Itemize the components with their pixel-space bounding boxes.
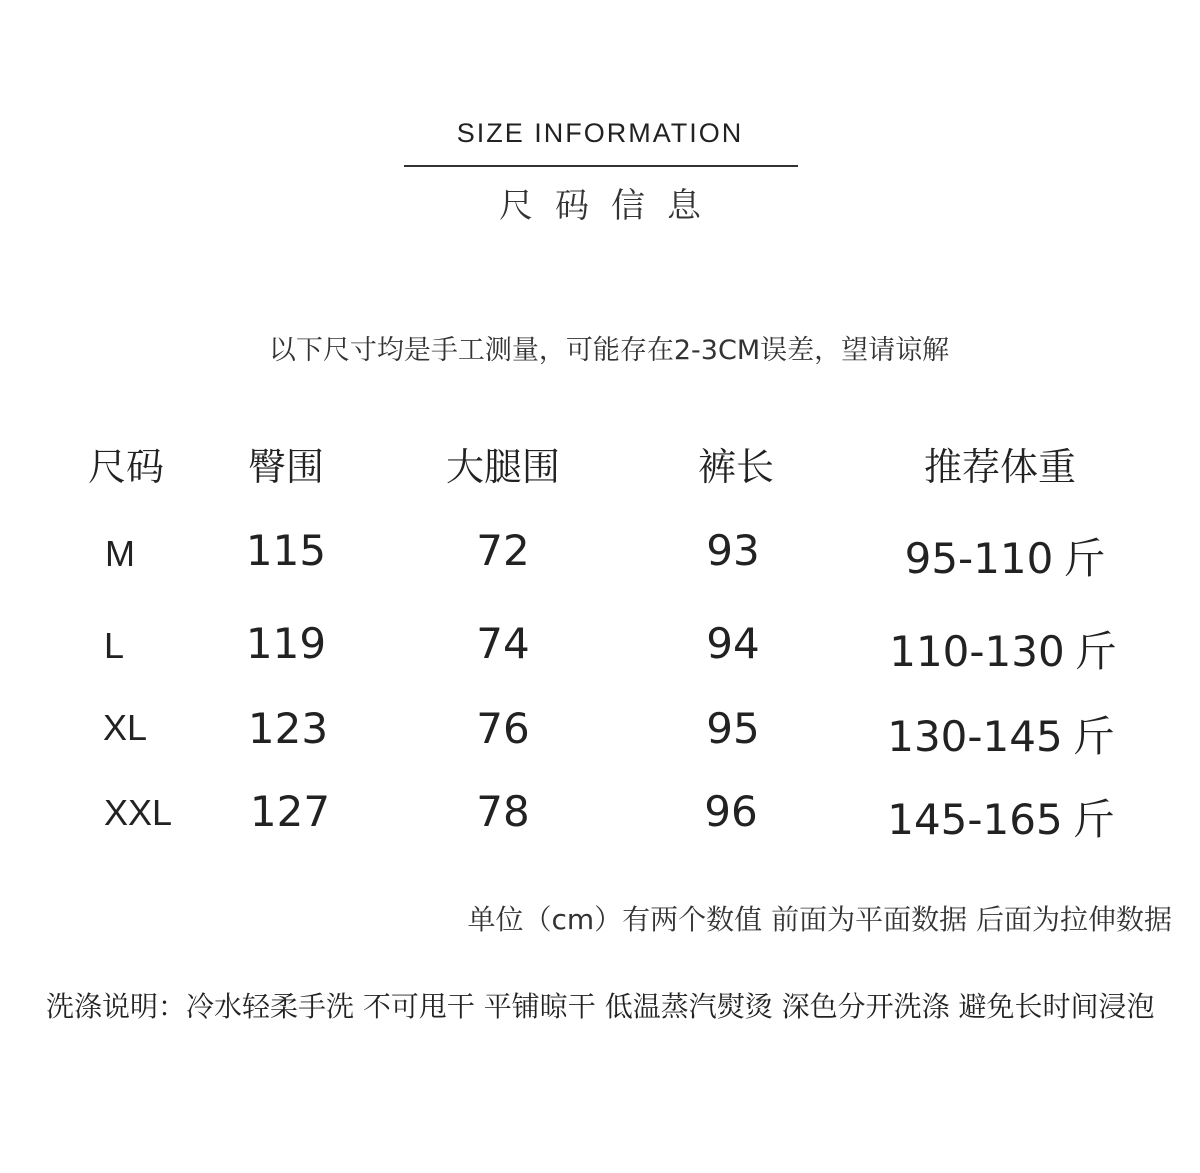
title-chinese: 尺码信息: [499, 186, 723, 226]
header-length: 裤长: [697, 445, 774, 489]
weight-value: [868, 619, 1138, 679]
weight-value: [866, 787, 1136, 847]
length-value: 93: [706, 526, 760, 575]
size-label: L: [103, 625, 125, 666]
length-value: 96: [704, 787, 758, 836]
weight-range: 130-145: [887, 712, 1063, 761]
length-value: 94: [706, 619, 760, 668]
weight-range: 145-165: [887, 795, 1063, 844]
header-weight: 推荐体重: [923, 445, 1076, 489]
weight-range: 110-130: [889, 627, 1065, 676]
unit-note: 单位（cm）有两个数值 前面为平面数据 后面为拉伸数据: [467, 903, 1172, 936]
length-value: 95: [706, 704, 760, 753]
thigh-value: 72: [476, 526, 530, 575]
thigh-value: 78: [476, 787, 530, 836]
weight-value: [866, 704, 1136, 764]
weight-unit: 斤: [1072, 712, 1115, 761]
weight-value: [870, 526, 1140, 586]
hip-value: 119: [245, 619, 327, 668]
weight-unit: 斤: [1072, 795, 1115, 844]
size-label: XXL: [103, 792, 173, 833]
size-label: XL: [102, 707, 148, 748]
title-english: SIZE INFORMATION: [456, 118, 744, 148]
measurement-note: 以下尺寸均是手工测量，可能存在2-3CM误差，望请谅解: [268, 335, 950, 366]
hip-value: 115: [245, 526, 327, 575]
thigh-value: 74: [476, 619, 530, 668]
thigh-value: 76: [476, 704, 530, 753]
hip-value: 123: [247, 704, 329, 753]
header-thigh: 大腿围: [445, 445, 560, 489]
weight-range: 95-110: [904, 534, 1054, 583]
header-hip: 臀围: [247, 445, 324, 489]
weight-unit: 斤: [1074, 627, 1117, 676]
header-size: 尺码: [87, 445, 164, 489]
weight-unit: 斤: [1063, 534, 1106, 583]
hip-value: 127: [249, 787, 331, 836]
size-label: M: [105, 533, 135, 574]
washing-instructions: 洗涤说明：冷水轻柔手洗 不可甩干 平铺晾干 低温蒸汽熨烫 深色分开洗涤 避免长时间浸泡: [46, 990, 1155, 1023]
title-divider: [404, 165, 798, 167]
